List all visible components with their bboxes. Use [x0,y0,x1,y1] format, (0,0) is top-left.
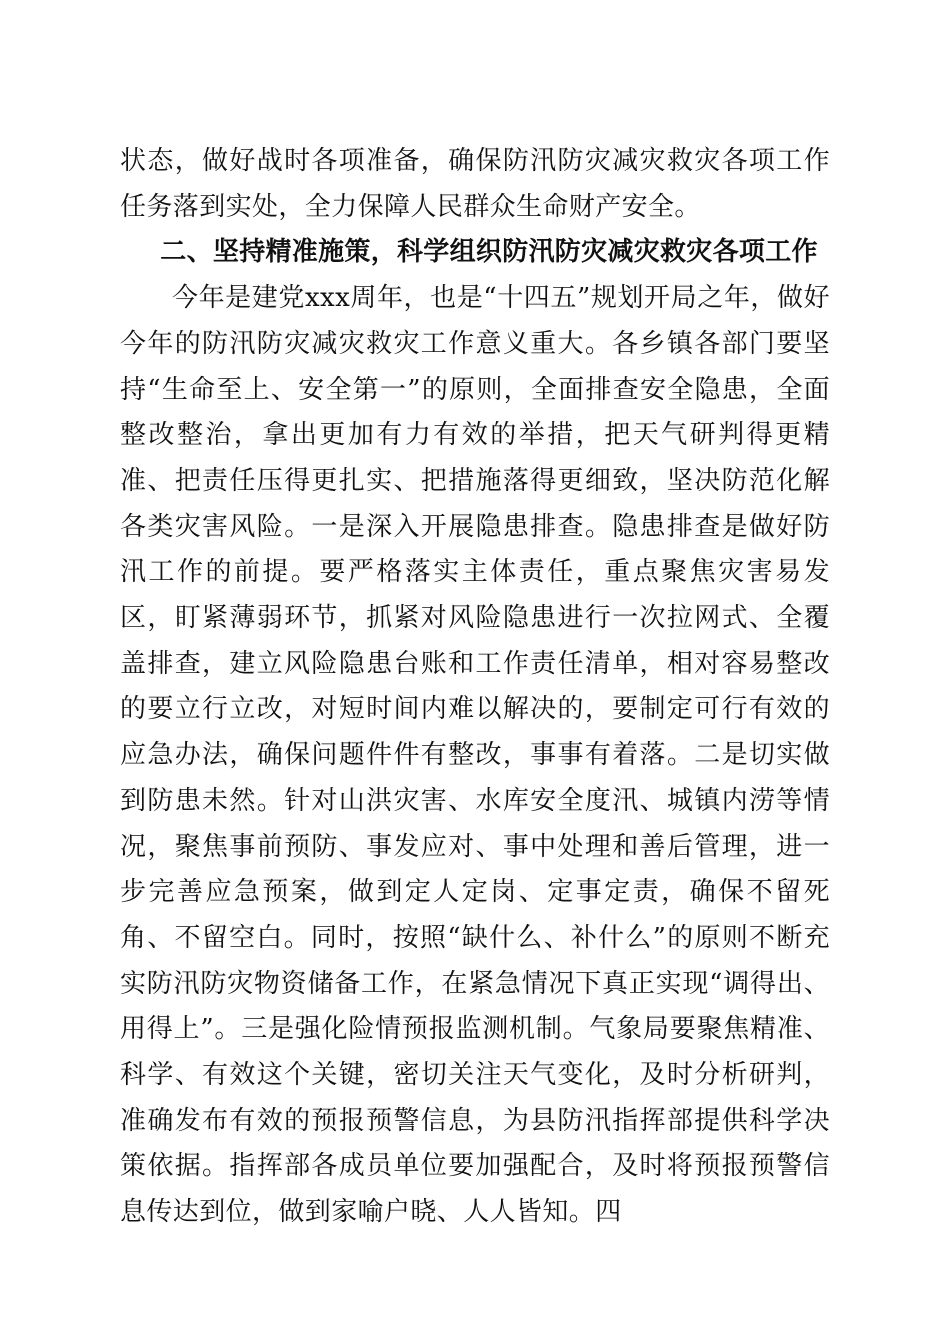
paragraph-continuation: 状态，做好战时各项准备，确保防汛防灾减灾救灾各项工作任务落到实处，全力保障人民群众生命财产安全。 [120,146,830,222]
paragraph-body: 今年是建党xxx周年，也是“十四五”规划开局之年，做好今年的防汛防灾减灾救灾工作意义重大。各乡镇各部门要坚持“生命至上、安全第一”的原则，全面排查安全隐患，全面整改整治，拿出更加有力有效的举措，把天气研判得更精准、把责任压得更扎实、把措施落得更细致，坚决防范化解各类灾害风险。一是深入开展隐患排查。隐患排查是做好防汛工作的前提。要严格落实主体责任，重点聚焦灾害易发区，盯紧薄弱环节，抓紧对风险隐患进行一次拉网式、全覆盖排查，建立风险隐患台账和工作责任清单，相对容易整改的要立行立改，对短时间内难以解决的，要制定可行有效的应急办法，确保问题件件有整改，事事有着落。二是切实做到防患未然。针对山洪灾害、水库安全度汛、城镇内涝等情况，聚焦事前预防、事发应对、事中处理和善后管理，进一步完善应急预案，做到定人定岗、定事定责，确保不留死角、不留空白。同时，按照“缺什么、补什么”的原则不断充实防汛防灾物资储备工作，在紧急情况下真正实现“调得出、用得上”。三是强化险情预报监测机制。气象局要聚焦精准、科学、有效这个关键，密切关注天气变化，及时分析研判，准确发布有效的预报预警信息，为县防汛指挥部提供科学决策依据。指挥部各成员单位要加强配合，及时将预报预警信息传达到位，做到家喻户晓、人人皆知。四 [120,283,830,1228]
document-body [120,139,830,1236]
section-heading: 二、坚持精准施策，科学组织防汛防灾减灾救灾各项工作 [160,237,818,268]
